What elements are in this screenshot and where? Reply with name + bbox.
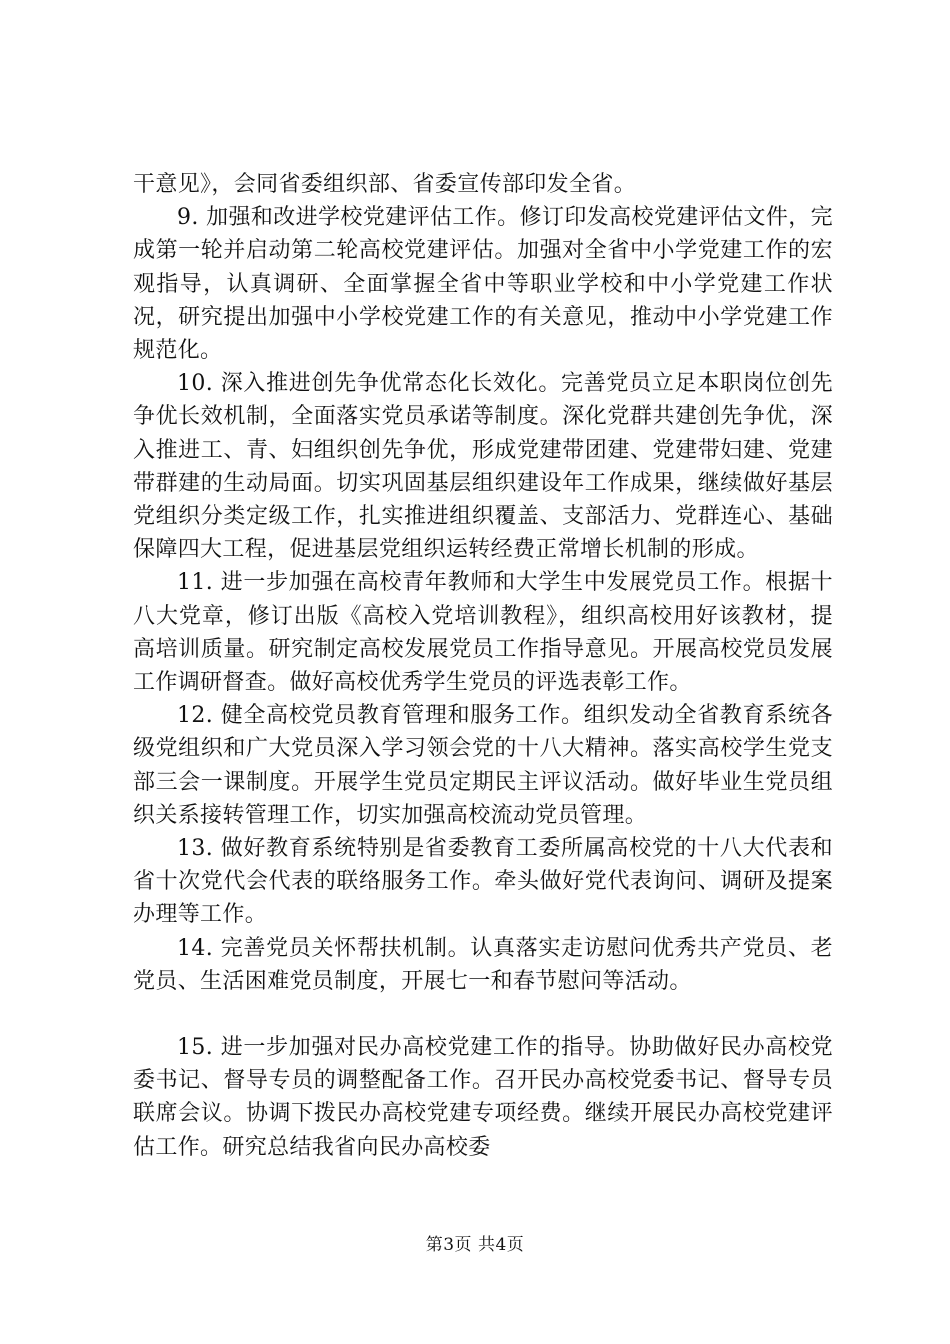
paragraph-item-10: 10. 深入推进创先争优常态化长效化。完善党员立足本职岗位创先争优长效机制，全面落实党员承诺等制度。深化党群共建创先争优，深入推进工、青、妇组织创先争优，形成党建带团建、党建带妇建、党建带群建的生动局面。切实巩固基层组织建设年工作成果，继续做好基层党组织分类定级工作，扎实推进组织覆盖、支部活力、党群连心、基础保障四大工程，促进基层党组织运转经费正常增长机制的形成。 bbox=[133, 371, 833, 563]
paragraph-item-12: 12. 健全高校党员教育管理和服务工作。组织发动全省教育系统各级党组织和广大党员深入学习领会党的十八大精神。落实高校学生党支部三会一课制度。开展学生党员定期民主评议活动。做好毕业生党员组织关系接转管理工作，切实加强高校流动党员管理。 bbox=[133, 703, 833, 828]
paragraph-item-13: 13. 做好教育系统特别是省委教育工委所属高校党的十八大代表和省十次党代会代表的联络服务工作。牵头做好党代表询问、调研及提案办理等工作。 bbox=[133, 836, 833, 928]
paragraph-item-9: 9. 加强和改进学校党建评估工作。修订印发高校党建评估文件，完成第一轮并启动第二轮高校党建评估。加强对全省中小学党建工作的宏观指导，认真调研、全面掌握全省中等职业学校和中小学党建工作状况，研究提出加强中小学校党建工作的有关意见，推动中小学党建工作规范化。 bbox=[133, 205, 833, 364]
page-number-footer: 第3页 共4页 bbox=[425, 1235, 525, 1255]
paragraph-item-15: 15. 进一步加强对民办高校党建工作的指导。协助做好民办高校党委书记、督导专员的调整配备工作。召开民办高校党委书记、督导专员联席会议。协调下拨民办高校党建专项经费。继续开展民办高校党建评估工作。研究总结我省向民办高校委 bbox=[133, 1035, 833, 1160]
document-body bbox=[133, 168, 833, 1164]
paragraph-item-14: 14. 完善党员关怀帮扶机制。认真落实走访慰问优秀共产党员、老党员、生活困难党员制度，开展七一和春节慰问等活动。 bbox=[133, 935, 833, 994]
paragraph-item-11: 11. 进一步加强在高校青年教师和大学生中发展党员工作。根据十八大党章，修订出版《高校入党培训教程》，组织高校用好该教材，提高培训质量。研究制定高校发展党员工作指导意见。开展高校党员发展工作调研督查。做好高校优秀学生党员的评选表彰工作。 bbox=[133, 570, 833, 696]
paragraph-continuation: 干意见》，会同省委组织部、省委宣传部印发全省。 bbox=[133, 172, 637, 197]
